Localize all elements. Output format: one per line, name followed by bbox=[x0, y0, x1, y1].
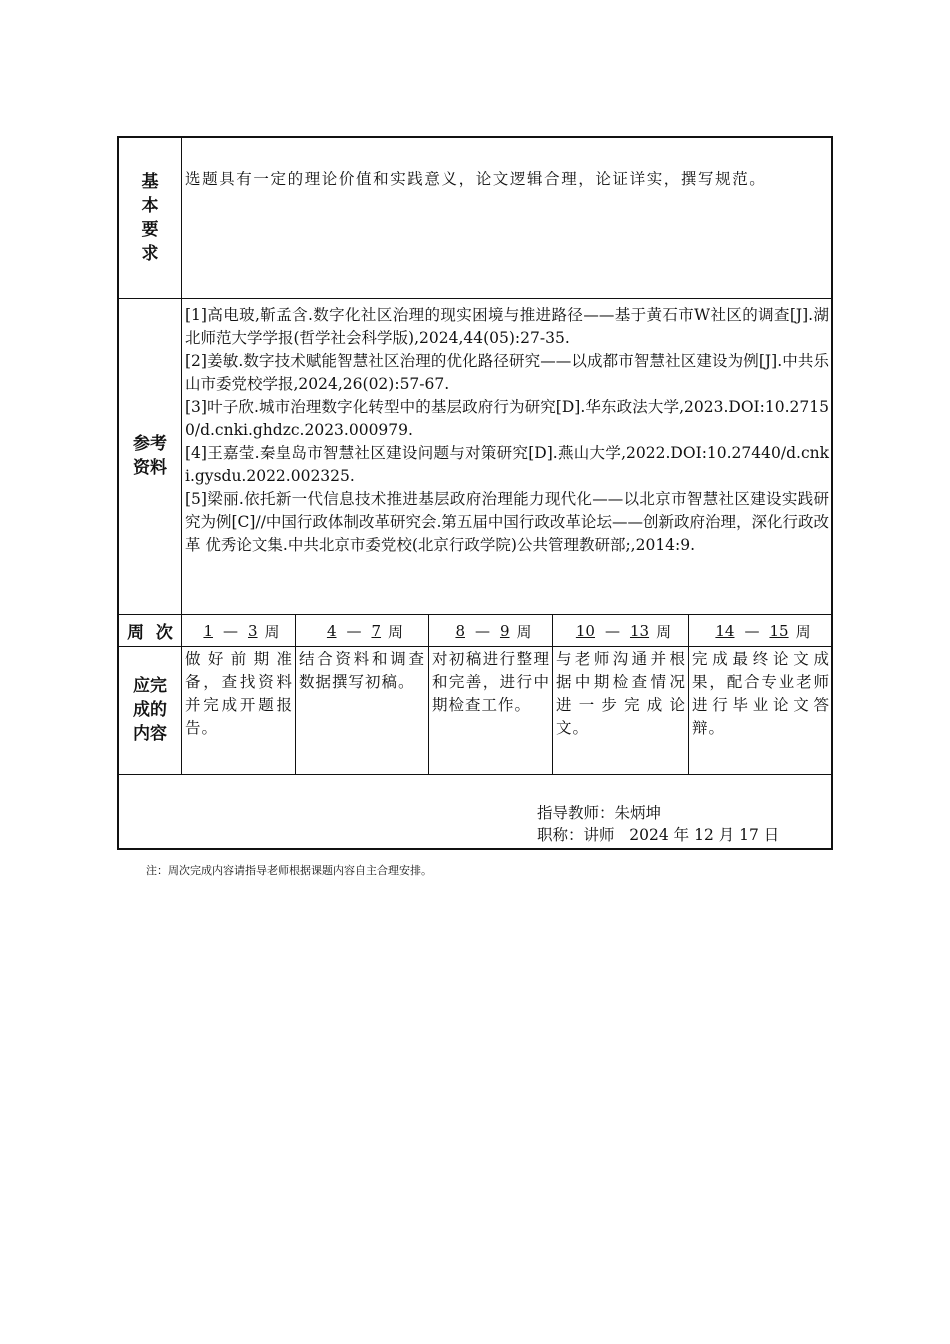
week-start: 8 bbox=[455, 622, 465, 640]
row-divider bbox=[119, 646, 831, 647]
week-unit: 周 bbox=[388, 622, 404, 641]
row-divider bbox=[119, 774, 831, 775]
week-start: 14 bbox=[715, 622, 735, 640]
week-dash: — bbox=[744, 622, 760, 640]
week-range-5 bbox=[688, 616, 831, 646]
row-divider bbox=[119, 614, 831, 615]
requirements-label bbox=[119, 138, 181, 298]
requirements-label-char: 求 bbox=[141, 244, 159, 264]
week-start: 10 bbox=[575, 622, 595, 640]
requirements-label-char: 基 bbox=[141, 172, 159, 192]
task-cell: 对初稿进行整理和完善，进行中期检查工作。 bbox=[432, 650, 550, 714]
reference-item: [2]姜敏.数字技术赋能智慧社区治理的优化路径研究——以成都市智慧社区建设为例[J].中共乐山市委党校学报,2024,26(02):57-67. bbox=[185, 352, 829, 393]
references-label bbox=[119, 298, 181, 614]
title-and-date: 职称：讲师 2024 年 12 月 17 日 bbox=[537, 826, 780, 844]
reference-item: [3]叶子欣.城市治理数字化转型中的基层政府行为研究[D].华东政法大学,2023.DOI:10.27150/d.cnki.ghdzc.2023.000979. bbox=[185, 398, 829, 439]
column-divider bbox=[181, 138, 182, 774]
footnote: 注：周次完成内容请指导老师根据课题内容自主合理安排。 bbox=[146, 864, 432, 877]
week-unit: 周 bbox=[516, 622, 532, 641]
week-label: 周 次 bbox=[127, 622, 173, 643]
week-dash: — bbox=[222, 622, 238, 640]
reference-item: [4]王嘉莹.秦皇岛市智慧社区建设问题与对策研究[D].燕山大学,2022.DOI:10.27440/d.cnki.gysdu.2022.002325. bbox=[185, 444, 829, 485]
week-range-2 bbox=[295, 616, 428, 646]
content-label-line: 成的 bbox=[133, 700, 167, 720]
week-dash: — bbox=[346, 622, 362, 640]
week-end: 7 bbox=[371, 622, 382, 640]
references-label-line: 参考 bbox=[133, 434, 167, 454]
week-end: 3 bbox=[247, 622, 258, 640]
row-divider bbox=[119, 298, 831, 299]
content-label bbox=[119, 646, 181, 774]
task-cell: 结合资料和调查数据撰写初稿。 bbox=[299, 650, 425, 691]
week-dash: — bbox=[474, 622, 490, 640]
references-label-line: 资料 bbox=[133, 458, 167, 478]
week-range-1 bbox=[181, 616, 295, 646]
requirements-label-char: 本 bbox=[141, 196, 159, 216]
week-end: 15 bbox=[769, 622, 789, 640]
task-table bbox=[117, 136, 833, 850]
week-dash: — bbox=[604, 622, 620, 640]
reference-list bbox=[185, 304, 829, 557]
week-range-3 bbox=[428, 616, 552, 646]
week-unit: 周 bbox=[795, 622, 811, 641]
week-end: 13 bbox=[629, 622, 650, 640]
week-start: 4 bbox=[326, 622, 337, 640]
task-cell: 与老师沟通并根据中期检查情况进一步完成论文。 bbox=[556, 650, 686, 737]
week-end: 9 bbox=[499, 622, 510, 640]
reference-item: [1]高电玻,靳孟含.数字化社区治理的现实困境与推进路径——基于黄石市W社区的调查[J].湖北师范大学学报(哲学社会科学版),2024,44(05):27-35. bbox=[185, 306, 829, 347]
reference-item: [5]梁丽.依托新一代信息技术推进基层政府治理能力现代化——以北京市智慧社区建设实践研究为例[C]//中国行政体制改革研究会.第五届中国行政改革论坛——创新政府治理，深化行政改革 优秀论文集.中共北京市委党校(北京行政学院)公共管理教研部;,2014:9. bbox=[185, 490, 829, 554]
week-unit: 周 bbox=[264, 622, 280, 641]
week-start: 1 bbox=[203, 622, 213, 640]
content-label-line: 应完 bbox=[133, 676, 167, 696]
requirements-label-char: 要 bbox=[141, 220, 159, 240]
requirements-text: 选题具有一定的理论价值和实践意义，论文逻辑合理，论证详实，撰写规范。 bbox=[185, 170, 767, 188]
week-unit: 周 bbox=[656, 622, 672, 641]
advisor-name: 指导教师：朱炳坤 bbox=[537, 804, 662, 822]
content-label-line: 内容 bbox=[133, 724, 167, 744]
task-cell: 做好前期准备，查找资料并完成开题报告。 bbox=[185, 650, 293, 737]
week-range-4 bbox=[552, 616, 688, 646]
task-cell: 完成最终论文成果，配合专业老师进行毕业论文答辩。 bbox=[692, 650, 830, 737]
